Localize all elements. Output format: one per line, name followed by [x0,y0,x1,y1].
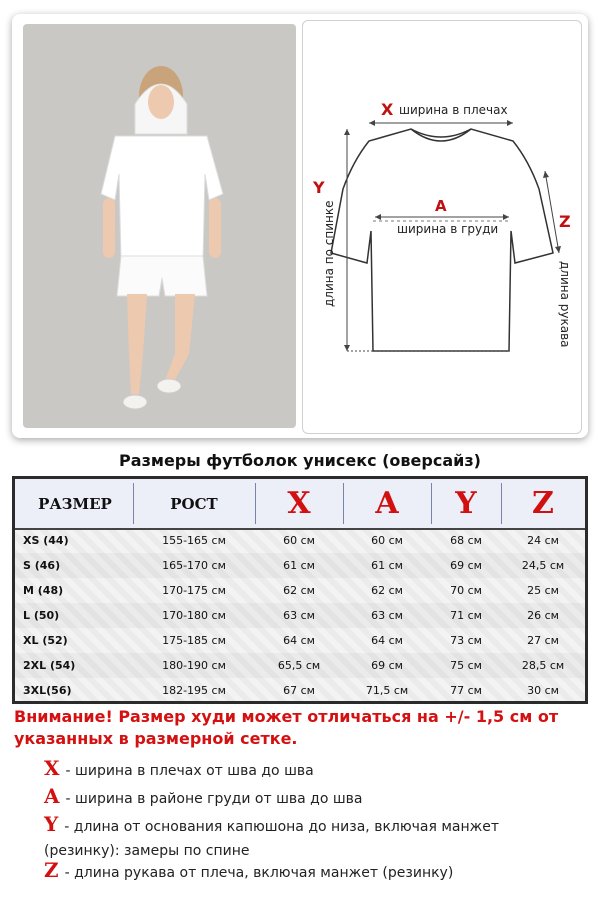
table-row: S (46) 165-170 см 61 см 61 см 69 см 24,5 см [15,553,585,578]
a-letter: A [435,197,447,215]
header-a: A [375,486,399,521]
measurement-diagram [302,20,582,434]
table-row: M (48) 170-175 см 62 см 62 см 70 см 25 см [23,584,559,597]
y-letter: Y [313,178,325,197]
legend-letter: X [44,756,60,780]
header-x: X [287,486,311,521]
model-photo [23,24,296,428]
legend-item-z [44,858,564,885]
header-size: РАЗМЕР [38,494,112,513]
model-illustration [23,24,296,428]
x-label: ширина в плечах [399,103,508,117]
legend-item-x [44,756,564,783]
legend-letter: Z [44,858,59,882]
table-header-row [15,479,585,530]
header-height: РОСТ [170,494,218,513]
table-row: 3XL(56) 182-195 см 67 см 71,5 см 77 см 30 см [23,684,559,697]
table-row: L (50) 170-180 см 63 см 63 см 71 см 26 см [15,603,585,628]
legend-item-y [44,812,564,863]
product-card [12,14,588,438]
legend-text: - длина рукава от плеча, включая манжет (резинку) [64,865,454,881]
legend-text: - ширина в плечах от шва до шва [65,763,314,779]
x-letter: X [381,100,394,119]
tshirt-diagram [303,21,581,433]
z-label: длина рукава [558,261,572,348]
table-row: XL (52) 175-185 см 64 см 64 см 73 см 27 см [23,634,559,647]
header-z: Z [532,486,554,521]
legend-text: - длина от основания капюшона до низа, включая манжет (резинку): замеры по спине [44,819,500,859]
header-y: Y [455,486,477,521]
a-label: ширина в груди [397,222,499,236]
size-warning: Внимание! Размер худи может отличаться на +/- 1,5 см от указанных в размерной сетке. [14,707,559,748]
legend-letter: A [44,784,60,808]
y-label: длина по спинке [322,200,336,307]
size-table [12,476,588,704]
table-row: 2XL (54) 180-190 см 65,5 см 69 см 75 см 28,5 см [15,653,585,678]
table-title: Размеры футболок унисекс (оверсайз) [119,451,481,470]
legend-text: - ширина в районе груди от шва до шва [65,791,363,807]
z-letter: Z [559,212,571,231]
legend-letter: Y [44,812,59,836]
legend-item-a [44,784,564,811]
table-row: XS (44) 155-165 см 60 см 60 см 68 см 24 см [23,534,559,547]
